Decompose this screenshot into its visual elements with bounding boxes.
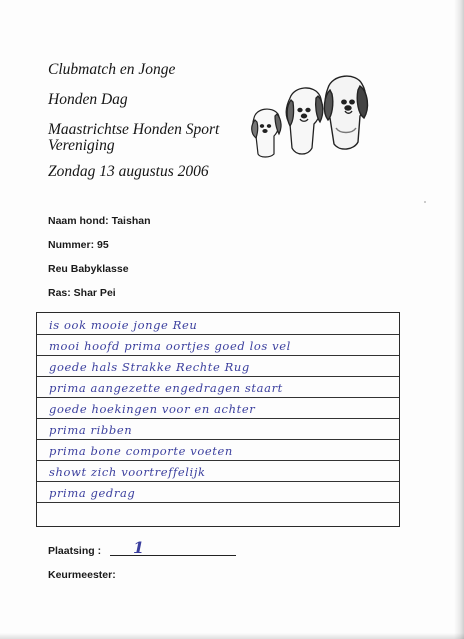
ruled-line — [37, 439, 399, 440]
event-title-line-2: Honden Dag — [48, 91, 128, 108]
scan-shadow-right — [454, 0, 464, 639]
ruled-line — [37, 502, 399, 503]
handwritten-note-line: showt zich voortreffelijk — [49, 465, 206, 479]
handwritten-note-line: mooi hoofd prima oortjes goed los vel — [49, 339, 291, 353]
organizer-line-1: Maastrichtse Honden Sport — [48, 121, 220, 138]
puppies-illustration-icon — [244, 68, 374, 160]
breed-field: Ras: Shar Pei — [48, 287, 116, 299]
event-title-line-1: Clubmatch en Jonge — [48, 61, 176, 78]
handwritten-note-line: goede hoekingen voor en achter — [49, 402, 256, 416]
ruled-line — [37, 334, 399, 335]
placing-underline — [110, 555, 236, 556]
scan-speck — [424, 201, 426, 203]
handwritten-note-line: prima ribben — [49, 423, 133, 437]
placing-label: Plaatsing : — [48, 545, 102, 557]
ruled-line — [37, 397, 399, 398]
ruled-line — [37, 355, 399, 356]
ruled-line — [37, 481, 399, 482]
organizer-line-2: Vereniging — [48, 137, 115, 154]
ruled-line — [37, 418, 399, 419]
handwritten-note-line: prima aangezette engedragen staart — [49, 381, 283, 395]
handwritten-note-line: prima bone comporte voeten — [49, 444, 233, 458]
placing-value: 1 — [133, 538, 145, 557]
class-field: Reu Babyklasse — [48, 263, 129, 275]
event-date: Zondag 13 augustus 2006 — [48, 163, 209, 180]
ruled-line — [37, 376, 399, 377]
dog-name-field: Naam hond: Taishan — [48, 215, 151, 227]
handwritten-note-line: is ook mooie jonge Reu — [49, 318, 198, 332]
judge-label: Keurmeester: — [48, 569, 116, 581]
scan-shadow-bottom — [0, 633, 464, 639]
handwritten-note-line: prima gedrag — [49, 486, 136, 500]
handwritten-note-line: goede hals Strakke Rechte Rug — [49, 360, 250, 374]
entry-number-field: Nummer: 95 — [48, 239, 109, 251]
ruled-line — [37, 460, 399, 461]
judge-notes-box — [36, 312, 400, 527]
